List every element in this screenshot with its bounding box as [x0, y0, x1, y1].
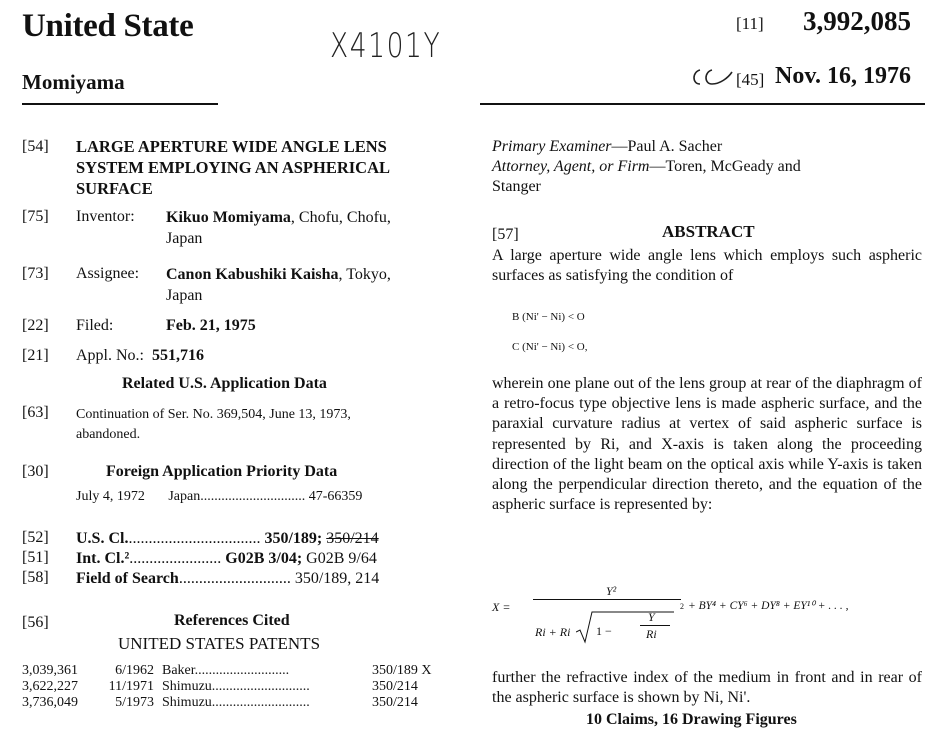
fraction-bar	[533, 599, 681, 600]
table-row	[22, 663, 432, 679]
uscl-row	[76, 529, 379, 549]
intcl-code: [51]	[22, 549, 49, 566]
inventor-code: [75]	[22, 208, 49, 225]
fos-code: [58]	[22, 569, 49, 586]
intcl-label: Int. Cl.²	[76, 550, 130, 567]
uscl-value: 350/189;	[264, 530, 323, 547]
patent-number: 3,992,085	[803, 6, 911, 36]
ref-class: 350/189 X	[372, 663, 432, 678]
continuation-line: Continuation of Ser. No. 369,504, June 13, 1973,	[76, 407, 351, 422]
intcl-value-secondary: G02B 9/64	[306, 550, 377, 567]
inner-denominator: Ri	[646, 627, 657, 641]
foreign-number: 47-66359	[308, 489, 363, 504]
leader-dots: .................................	[128, 530, 261, 547]
intcl-row	[76, 549, 377, 569]
abstract-paragraph-1: A large aperture wide angle lens which employs such aspheric surfaces as satisfying the condition of	[492, 247, 922, 285]
continuation-line: abandoned.	[76, 427, 141, 442]
ref-number: 3,622,227	[22, 679, 78, 694]
assignee-location: , Tokyo,	[338, 266, 391, 283]
equation-denominator: Ri + Ri	[535, 625, 571, 639]
condition-2: C (Ni' − Ni) < O,	[512, 341, 588, 353]
examiner-name: —Paul A. Sacher	[611, 138, 723, 155]
ref-number: 3,039,361	[22, 663, 78, 678]
uscl-struck-value: 350/214	[326, 530, 379, 547]
table-row	[22, 695, 432, 711]
leader-dots: ............................	[178, 570, 291, 587]
sqrt-icon	[576, 610, 676, 646]
continuation-code: [63]	[22, 404, 49, 421]
foreign-date: July 4, 1972	[76, 489, 145, 504]
foreign-heading: Foreign Application Priority Data	[106, 463, 338, 480]
assignee-label: Assignee:	[76, 265, 140, 282]
continuation-text	[76, 405, 351, 445]
equation-lhs: X =	[492, 600, 511, 614]
foreign-row	[76, 489, 362, 505]
refs-heading: References Cited	[174, 612, 290, 629]
inner-numerator: Y	[648, 610, 655, 624]
ref-date: 11/1971	[108, 679, 154, 694]
filed-code: [22]	[22, 317, 49, 334]
header-rule-right	[480, 103, 925, 105]
ref-class: 350/214	[372, 695, 418, 710]
ref-name: Shimuzu	[162, 679, 212, 694]
filed-label: Filed:	[76, 317, 114, 334]
refs-code: [56]	[22, 614, 49, 631]
fos-label: Field of Search	[76, 570, 179, 587]
title-line: SYSTEM EMPLOYING AN ASPHERICAL	[76, 158, 391, 177]
abstract-paragraph-3: further the refractive index of the medium in front and in rear of the aspheric surface is shown by Ni, Ni'.	[492, 669, 922, 707]
assignee-value	[166, 264, 456, 306]
ref-class: 350/214	[372, 679, 418, 694]
table-row	[22, 679, 432, 695]
country-title: United State	[22, 8, 194, 44]
abstract-heading: ABSTRACT	[662, 222, 755, 241]
intcl-value: G02B 3/04;	[225, 550, 303, 567]
sqrt-one-minus: 1 −	[596, 624, 612, 638]
ref-date: 5/1973	[115, 695, 154, 710]
assignee-code: [73]	[22, 265, 49, 282]
foreign-country: Japan	[168, 489, 201, 504]
filed-date: Feb. 21, 1975	[166, 317, 256, 334]
attorney-line	[492, 157, 801, 177]
foreign-code: [30]	[22, 463, 49, 480]
claims-summary: 10 Claims, 16 Drawing Figures	[586, 711, 797, 728]
ref-number: 3,736,049	[22, 695, 78, 710]
invention-title	[76, 136, 390, 199]
fos-row	[76, 569, 379, 589]
related-heading: Related U.S. Application Data	[122, 375, 327, 392]
abstract-paragraph-2: wherein one plane out of the lens group at rear of the diaphragm of a retro-focus type objective lens is made aspheric surface, and the paraxial curvature radius at vertex of said aspheric surface is represented by Ri, and X-axis is taken along the proceeding direction of the light beam on the optical axis while Y-axis is taken along the perpendicular direction thereto, and the equation of the aspheric surface is represented by:	[492, 375, 922, 514]
inner-fraction-bar	[640, 625, 670, 626]
appl-number: 551,716	[152, 347, 204, 364]
equation-numerator: Y²	[606, 584, 617, 598]
title-line: SURFACE	[76, 179, 153, 198]
inventor-location: , Chofu, Chofu,	[290, 209, 391, 226]
handwritten-mark-icon	[690, 62, 736, 90]
inventor-country: Japan	[166, 230, 203, 247]
appl-label: Appl. No.:	[76, 347, 144, 364]
equation-tail: + BY⁴ + CY⁶ + DY⁸ + EY¹⁰ + . . . ,	[688, 600, 849, 612]
exponent: 2	[680, 602, 684, 611]
header-rule-left	[22, 103, 218, 105]
condition-1: B (Ni' − Ni) < O	[512, 311, 585, 323]
ref-date: 6/1962	[115, 663, 154, 678]
fos-value: 350/189, 214	[294, 570, 380, 587]
examiner-label: Primary Examiner	[492, 138, 612, 155]
ref-name: Baker	[162, 663, 195, 678]
attorney-name: —Toren, McGeady and	[649, 158, 801, 175]
uscl-label: U.S. Cl.	[76, 530, 129, 547]
leader-dots: .......................	[129, 550, 222, 567]
refs-subheading: UNITED STATES PATENTS	[118, 634, 321, 653]
title-line: LARGE APERTURE WIDE ANGLE LENS	[76, 137, 387, 156]
issue-date: Nov. 16, 1976	[775, 63, 912, 89]
assignee-country: Japan	[166, 287, 203, 304]
inventor-surname: Momiyama	[22, 70, 125, 94]
patent-number-code: [11]	[736, 14, 764, 33]
leader-dots: ..............................	[200, 489, 306, 504]
inventor-name: Kikuo Momiyama	[166, 209, 291, 226]
abstract-code: [57]	[492, 226, 519, 243]
attorney-label: Attorney, Agent, or Firm	[492, 158, 650, 175]
inventor-label: Inventor:	[76, 208, 135, 225]
uscl-code: [52]	[22, 529, 49, 546]
examiner-line	[492, 137, 722, 157]
assignee-name: Canon Kabushiki Kaisha	[166, 266, 339, 283]
leader-dots: ............................	[211, 695, 310, 710]
leader-dots: ...........................	[194, 663, 290, 678]
title-code: [54]	[22, 138, 49, 155]
appl-code: [21]	[22, 347, 49, 364]
date-code: [45]	[736, 70, 765, 89]
handwritten-annotation: X4101Y	[330, 26, 442, 66]
attorney-name-cont: Stanger	[492, 178, 541, 195]
ref-name: Shimuzu	[162, 695, 212, 710]
leader-dots: ............................	[211, 679, 310, 694]
references-table	[22, 663, 432, 711]
inventor-value	[166, 207, 446, 249]
